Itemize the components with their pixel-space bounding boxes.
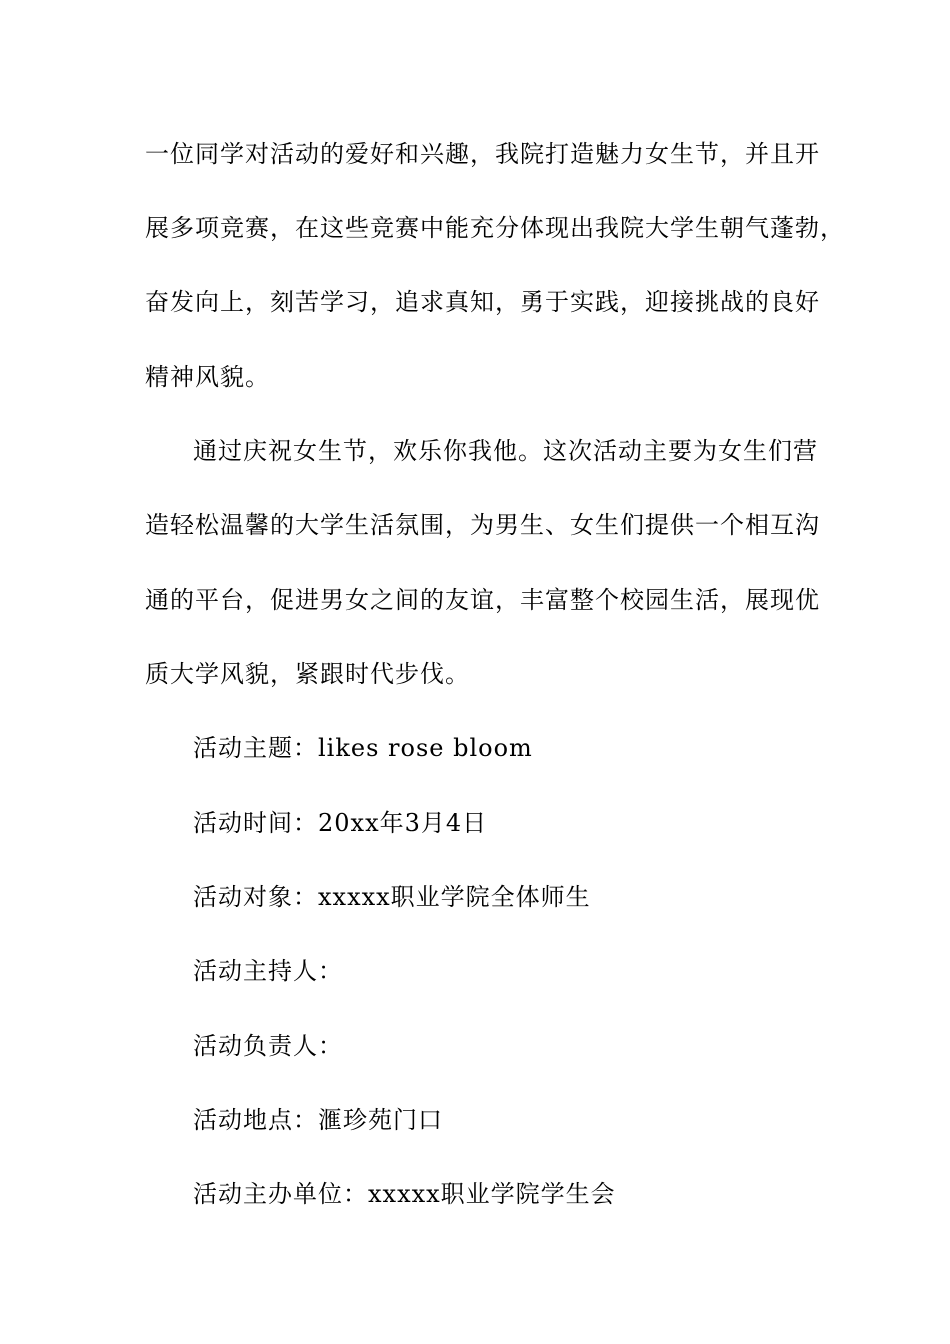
paragraph-2-line-4: 质大学风貌，紧跟时代步伐。 (145, 660, 470, 688)
activity-theme: 活动主题：likes rose bloom (193, 734, 533, 762)
activity-location: 活动地点：滙珍苑门口 (193, 1106, 443, 1134)
activity-host: 活动主持人： (193, 957, 343, 985)
activity-organizer: 活动主办单位：xxxxx职业学院学生会 (193, 1180, 616, 1208)
paragraph-2-line-3: 通的平台，促进男女之间的友谊，丰富整个校园生活，展现优 (145, 586, 820, 614)
paragraph-1-line-3: 奋发向上，刻苦学习，追求真知，勇于实践，迎接挑战的良好 (145, 288, 820, 316)
activity-audience: 活动对象：xxxxx职业学院全体师生 (193, 883, 591, 911)
activity-responsible: 活动负责人： (193, 1032, 343, 1060)
paragraph-2-line-1: 通过庆祝女生节，欢乐你我他。这次活动主要为女生们营 (193, 437, 818, 465)
paragraph-1-line-1: 一位同学对活动的爱好和兴趣，我院打造魅力女生节，并且开 (145, 140, 820, 168)
paragraph-1-line-2: 展多项竞赛，在这些竞赛中能充分体现出我院大学生朝气蓬勃， (145, 214, 845, 242)
paragraph-2-line-2: 造轻松温馨的大学生活氛围，为男生、女生们提供一个相互沟 (145, 511, 820, 539)
activity-time: 活动时间：20xx年3月4日 (193, 809, 488, 837)
paragraph-1-line-4: 精神风貌。 (145, 363, 270, 391)
